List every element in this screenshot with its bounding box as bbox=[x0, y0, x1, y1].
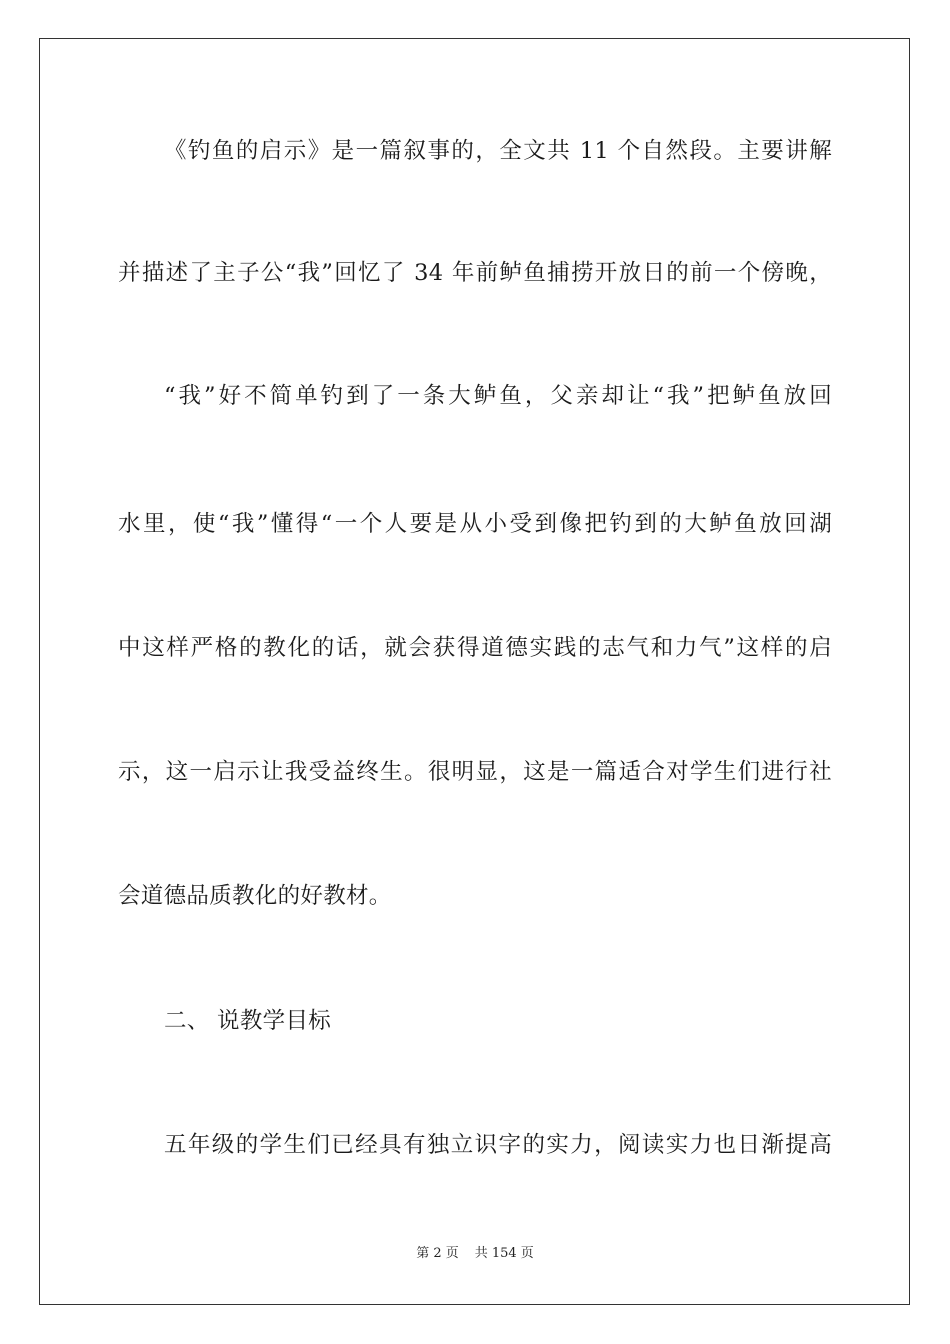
paragraph-line-3: “我”好不简单钓到了一条大鲈鱼，父亲却让“我”把鲈鱼放回 bbox=[164, 383, 832, 409]
paragraph-line-7: 会道德品质教化的好教材。 bbox=[118, 883, 392, 909]
section-heading: 二、 说教学目标 bbox=[164, 1008, 332, 1034]
paragraph-line-2: 并描述了主子公“我”回忆了 34 年前鲈鱼捕捞开放日的前一个傍晚， bbox=[118, 260, 832, 286]
paragraph-line-4: 水里，使“我”懂得“一个人要是从小受到像把钓到的大鲈鱼放回湖 bbox=[118, 511, 832, 537]
paragraph-line-9: 五年级的学生们已经具有独立识字的实力，阅读实力也日渐提高 bbox=[164, 1132, 832, 1158]
paragraph-line-5: 中这样严格的教化的话，就会获得道德实践的志气和力气”这样的启 bbox=[118, 635, 832, 661]
page-number: 第 2 页 bbox=[416, 1246, 459, 1261]
page-total: 共 154 页 bbox=[474, 1246, 534, 1261]
paragraph-line-6: 示，这一启示让我受益终生。很明显，这是一篇适合对学生们进行社 bbox=[118, 759, 832, 785]
page-border bbox=[39, 38, 910, 1305]
page-footer bbox=[0, 1245, 950, 1263]
paragraph-line-1: 《钓鱼的启示》是一篇叙事的，全文共 11 个自然段。主要讲解 bbox=[164, 138, 832, 164]
